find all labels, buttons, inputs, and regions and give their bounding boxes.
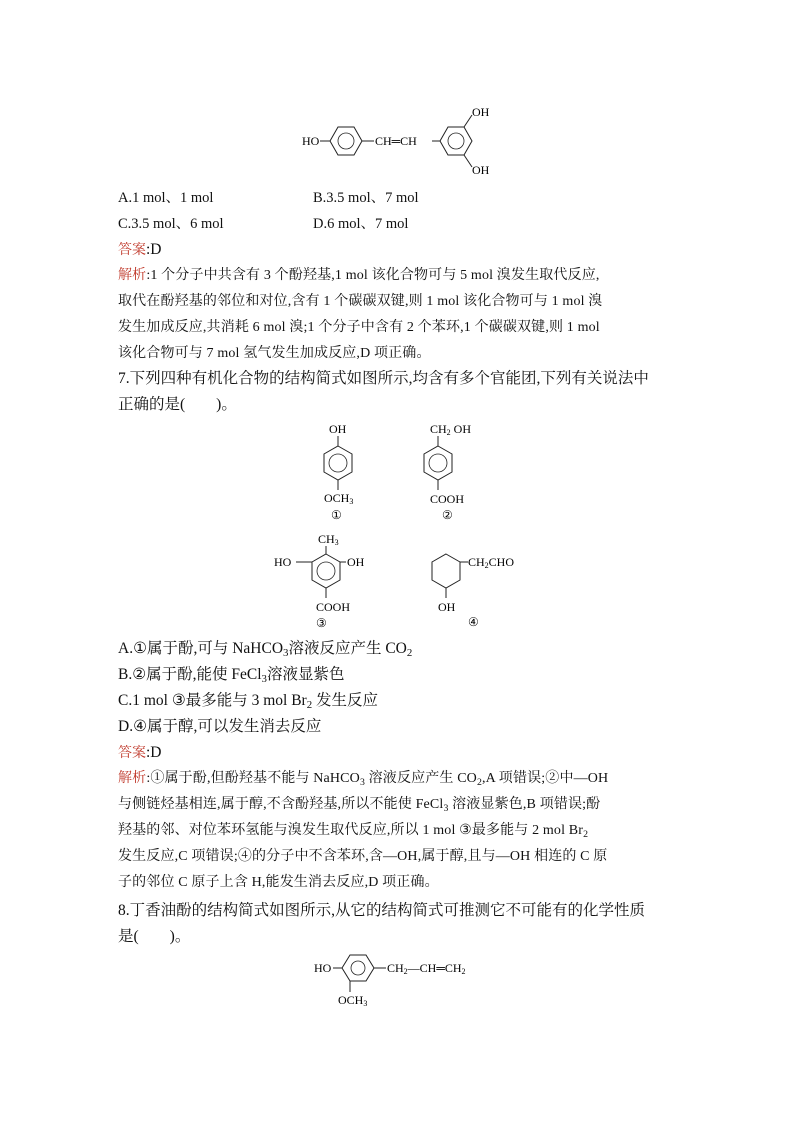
svg-text:OCH3: OCH3 bbox=[338, 993, 368, 1008]
q8-stem-line-2: 是( )。 bbox=[118, 928, 191, 945]
svg-text:④: ④ bbox=[468, 615, 479, 629]
q7-answer bbox=[118, 744, 162, 762]
q7-option-b: B.②属于酚,能使 FeCl$_3$溶液显紫色 bbox=[118, 666, 345, 685]
svg-text:③: ③ bbox=[316, 616, 327, 630]
q6-answer bbox=[118, 241, 162, 259]
svg-text:HO: HO bbox=[274, 555, 292, 569]
q6-vinyl: CH═CH bbox=[375, 134, 417, 148]
q7-option-c: C.1 mol ③最多能与 3 mol $Br_2$ 发生反应 bbox=[118, 692, 379, 711]
q6-oh-bottom: OH bbox=[472, 163, 490, 177]
q6-answer-value: :D bbox=[146, 241, 162, 258]
q6-explanation-line-4: 该化合物可与 7 mol 氢气发生加成反应,D 项正确。 bbox=[118, 346, 431, 361]
q6-explanation-line-2: 取代在酚羟基的邻位和对位,含有 1 个碳碳双键,则 1 mol 该化合物可与 1 mol 溴 bbox=[118, 294, 603, 309]
q7-option-a: A.①属于酚,可与 NaHCO$_3$溶液反应产生 $CO_2$ bbox=[118, 640, 413, 659]
svg-text:OCH3: OCH3 bbox=[324, 491, 354, 506]
svg-text:②: ② bbox=[442, 508, 453, 522]
svg-text:COOH: COOH bbox=[316, 600, 351, 614]
q6-structure-diagram bbox=[290, 100, 520, 182]
q7-explanation-line-4: 发生反应,C 项错误;④的分子中不含苯环,含—OH,属于醇,且与—OH 相连的 C 原 bbox=[118, 849, 608, 864]
svg-text:HO: HO bbox=[314, 961, 332, 975]
q7-option-d: D.④属于醇,可以发生消去反应 bbox=[118, 718, 322, 735]
q6-option-a: A.1 mol、1 mol bbox=[118, 190, 214, 206]
svg-text:COOH: COOH bbox=[430, 492, 465, 506]
q7-explanation-line-1: 解析:①属于酚,但酚羟基不能与 NaHCO$_3$ 溶液反应产生 $CO_2,A$ 项错误;②中—OH bbox=[118, 770, 609, 788]
svg-text:OH: OH bbox=[438, 600, 456, 614]
q7-structure-4 bbox=[420, 540, 530, 632]
q7-answer-label: 答案 bbox=[118, 745, 146, 761]
q7-explanation-line-5: 子的邻位 C 原子上含 H,能发生消去反应,D 项正确。 bbox=[118, 875, 439, 890]
q7-stem-line-2: 正确的是( )。 bbox=[118, 396, 237, 413]
q7-explanation-line-3: 羟基的邻、对位苯环氢能与溴发生取代反应,所以 1 mol ③最多能与 2 mol $Br_2$ bbox=[118, 823, 589, 840]
q6-ho-left: HO bbox=[302, 134, 320, 148]
q7-explanation-label: 解析 bbox=[118, 770, 147, 786]
q7-structure-1 bbox=[300, 420, 380, 524]
q6-explanation-line-3: 发生加成反应,共消耗 6 mol 溴;1 个分子中含有 2 个苯环,1 个碳碳双键,则 1 mol bbox=[118, 320, 600, 335]
svg-text:CH2OH: CH2 OH bbox=[430, 422, 472, 437]
svg-text:CH2—CH═CH2: CH2—CH═CH2 bbox=[387, 961, 466, 976]
q8-stem-line-1: 8.丁香油酚的结构简式如图所示,从它的结构简式可推测它不可能有的化学性质 bbox=[118, 902, 646, 919]
q7-stem-line-1: 7.下列四种有机化合物的结构简式如图所示,均含有多个官能团,下列有关说法中 bbox=[118, 370, 649, 387]
svg-text:CH2CHO: CH2CHO bbox=[468, 555, 515, 570]
q7-answer-value: :D bbox=[146, 744, 162, 761]
svg-text:OH: OH bbox=[347, 555, 365, 569]
q6-option-d: D.6 mol、7 mol bbox=[313, 216, 409, 232]
svg-text:CH3: CH3 bbox=[318, 532, 339, 547]
q6-oh-top: OH bbox=[472, 105, 490, 119]
q6-option-c: C.3.5 mol、6 mol bbox=[118, 216, 224, 232]
q7-structure-2 bbox=[400, 420, 500, 524]
q6-explanation-label: 解析 bbox=[118, 267, 147, 283]
q8-structure-diagram bbox=[310, 950, 510, 1012]
svg-text:①: ① bbox=[331, 508, 342, 522]
svg-text:OH: OH bbox=[329, 422, 347, 436]
q7-structure-3 bbox=[270, 530, 390, 634]
q7-explanation-line-2: 与侧链烃基相连,属于醇,不含酚羟基,所以不能使 FeCl$_3$ 溶液显紫色,B 项错误;酚 bbox=[118, 797, 601, 814]
q6-option-b: B.3.5 mol、7 mol bbox=[313, 190, 419, 206]
q6-answer-label: 答案 bbox=[118, 242, 146, 258]
q6-explanation-line-1: 解析:1 个分子中共含有 3 个酚羟基,1 mol 该化合物可与 5 mol 溴发生取代反应, bbox=[118, 267, 600, 283]
